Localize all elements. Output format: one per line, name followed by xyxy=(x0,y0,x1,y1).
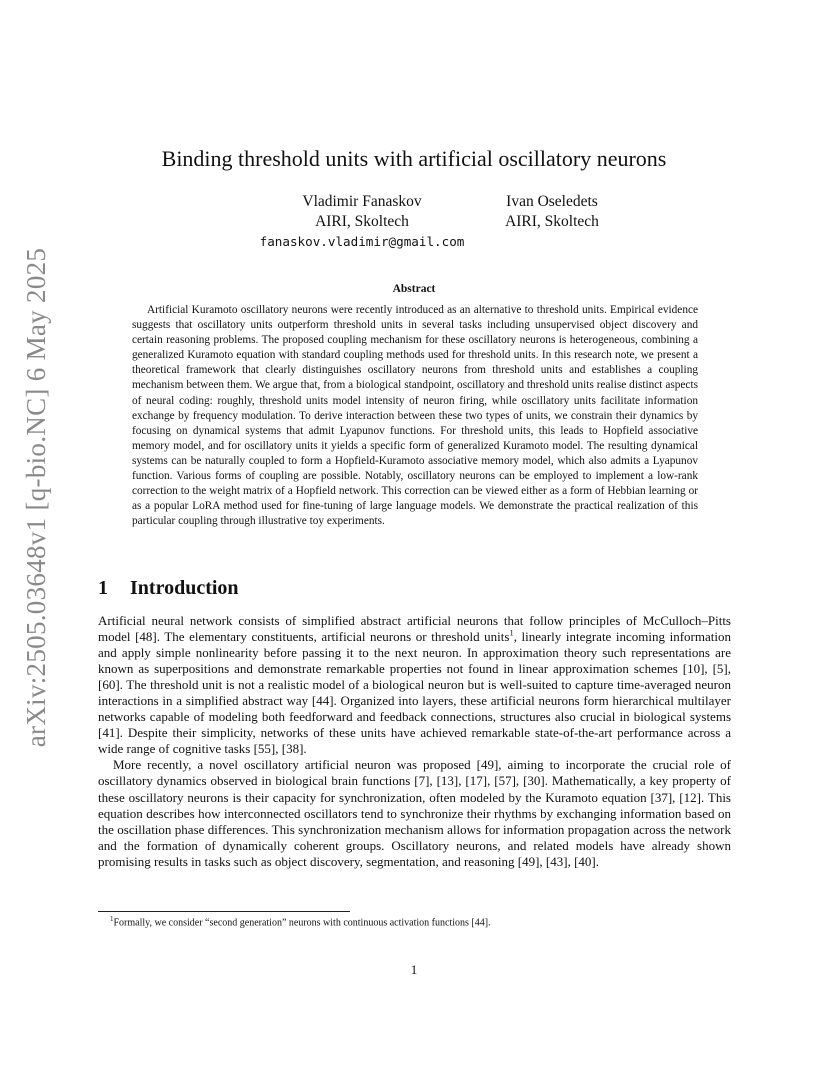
author-block-2 xyxy=(462,192,642,232)
paper-title: Binding threshold units with artificial oscillatory neurons xyxy=(161,146,667,171)
abstract-text: Artificial Kuramoto oscillatory neurons were recently introduced as an alternative to threshold units. Empirical evidence suggests that oscillatory units outperform threshold units in several tasks including unsupervised object discovery and certain reasoning problems. The proposed coupling mechanism for these oscillatory neurons is heterogeneous, combining a generalized Kuramoto equation with standard coupling methods used for threshold units. In this research note, we present a theoretical framework that clearly distinguishes oscillatory neurons from threshold units and establishes a coupling mechanism between them. We argue that, from a biological standpoint, oscillatory and threshold units realise distinct aspects of neural coding: roughly, threshold units model intensity of neuron firing, while oscillatory units facilitate information exchange by frequency modulation. To derive interaction between these two types of units, we constrain their dynamics by focusing on dynamical systems that admit Lyapunov functions. For threshold units, this leads to Hopfield associative memory model, and for oscillatory units it yields a specific form of generalized Kuramoto model. The resulting dynamical systems can be naturally coupled to form a Hopfield-Kuramoto associative memory model, which also admits a Lyapunov function. Various forms of coupling are possible. Notably, oscillatory neurons can be employed to implement a low-rank correction to the weight matrix of a Hopfield network. This correction can be viewed either as a form of Hebbian learning or as a popular LoRA method used for fine-tuning of large language models. We demonstrate the practical realization of this particular coupling through illustrative toy experiments. xyxy=(132,304,698,528)
body-text xyxy=(98,613,731,870)
page-number: 1 xyxy=(410,962,418,977)
footnote-marker[interactable]: 1 xyxy=(509,627,514,638)
paragraph xyxy=(98,613,731,757)
author-name: Vladimir Fanaskov xyxy=(302,193,422,210)
section-number: 1 xyxy=(98,577,108,599)
section-title: Introduction xyxy=(130,577,239,599)
footnote-text: Formally, we consider “second generation” neurons with continuous activation functions [44]. xyxy=(113,917,491,929)
section-heading xyxy=(98,577,239,600)
author-affiliation: AIRI, Skoltech xyxy=(505,213,599,230)
author-affiliation: AIRI, Skoltech xyxy=(315,213,409,230)
author-name: Ivan Oseledets xyxy=(506,193,598,210)
arxiv-identifier-stamp xyxy=(20,247,54,747)
paragraph-text: Artificial neural network consists of simplified abstract artificial neurons that follow principles of McCulloch–Pitts model [48]. The elementary constituents, artificial neurons or threshold units xyxy=(98,613,731,645)
footnote-mark: 1 xyxy=(110,915,114,923)
author-email: fanaskov.vladimir@gmail.com xyxy=(259,234,465,249)
paragraph: More recently, a novel oscillatory artificial neuron was proposed [49], aiming to incorporate the crucial role of oscillatory dynamics observed in biological brain functions [7], [13], [17], [57], [30]. Mathematically, a key property of these oscillatory neurons is their capacity for synchronization, often modeled by the Kuramoto equation [37], [12]. This equation describes how interconnected oscillators tend to synchronize their rhythms by exchanging information based on the oscillation phase differences. This synchronization mechanism allows for information propagation across the network and the formation of dynamically coherent groups. Oscillatory neurons, and related models have already shown promising results in tasks such as object discovery, segmentation, and reasoning [49], [43], [40]. xyxy=(98,757,731,869)
footnote xyxy=(110,915,491,928)
footnote-rule xyxy=(98,911,350,912)
paragraph-text: , linearly integrate incoming information and apply simple nonlinearity before passing it to the next neuron. In approximation theory such representations are known as superpositions and demonstrate remarkable properties not found in linear approximation schemes [10], [5], [60]. The threshold unit is not a realistic model of a biological neuron but is well-suited to capture time-averaged neuron interactions in a simplified abstract way [44]. Organized into layers, these artificial neurons form hierarchical multilayer networks capable of modeling both feedforward and feedback connections, structures also crucial in biological systems [41]. Despite their simplicity, networks of these units have achieved remarkable state-of-the-art performance across a wide range of cognitive tasks [55], [38]. xyxy=(98,629,731,757)
abstract-heading: Abstract xyxy=(392,283,436,295)
arxiv-identifier-text: arXiv:2505.03648v1 [q-bio.NC] 6 May 2025 xyxy=(21,247,52,747)
